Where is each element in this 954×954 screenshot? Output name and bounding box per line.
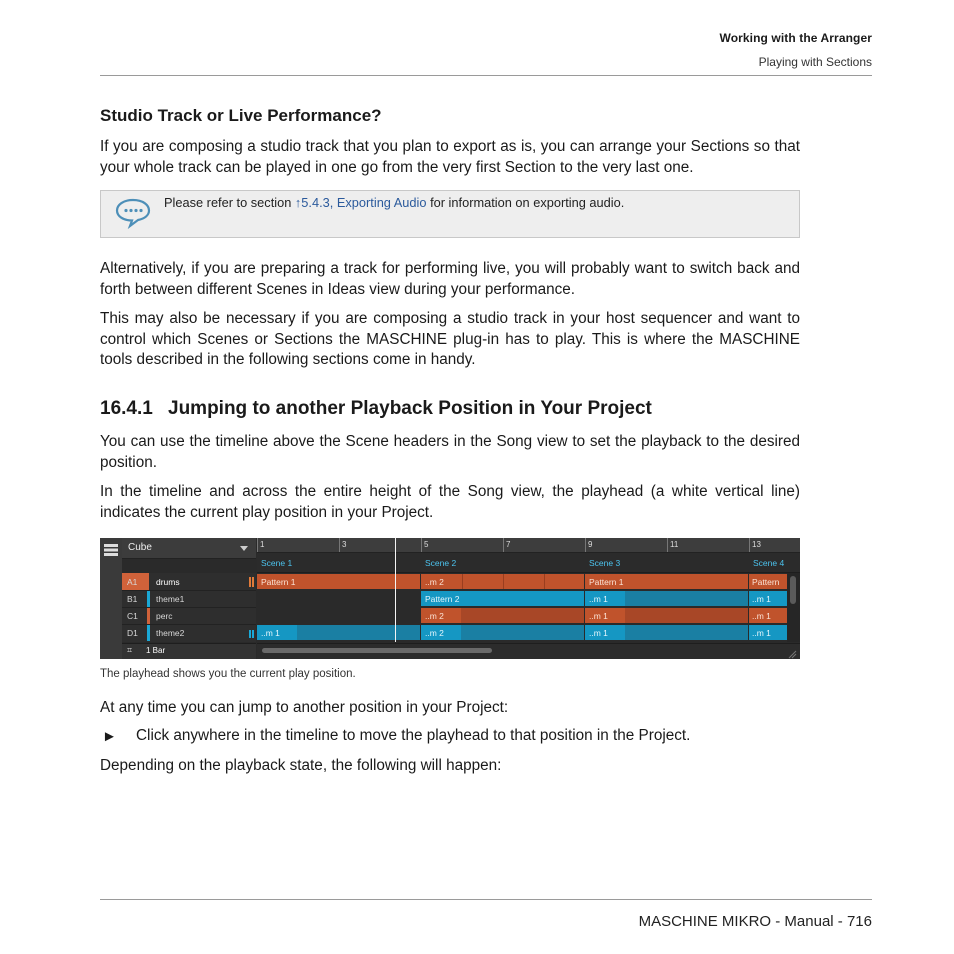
- group-name: theme2: [156, 628, 185, 638]
- scene-header-row: [257, 553, 800, 573]
- bullet-item: Click anywhere in the timeline to move the playhead to that position in the Project.: [136, 727, 691, 744]
- scene-header[interactable]: Scene 3: [589, 558, 621, 568]
- figure-caption: The playhead shows you the current play position.: [100, 668, 356, 680]
- section-heading: Studio Track or Live Performance?: [100, 106, 382, 125]
- clip-label: ..m 1: [589, 628, 608, 638]
- paragraph: If you are composing a studio track that you plan to export as is, you can arrange your Sections so that your whole track can be played in one go from the very first Section to the very last one.: [100, 138, 800, 176]
- chevron-down-icon[interactable]: [240, 546, 248, 551]
- paragraph: This may also be necessary if you are composing a studio track in your host sequencer and want to control which Scenes or Sections the MASCHINE plug-in has to play. This is where the MASCHINE tools described in the following sections come in handy.: [100, 310, 800, 368]
- song-view-screenshot: [100, 538, 800, 659]
- clip-label: ..m 1: [752, 611, 771, 621]
- paragraph: At any time you can jump to another position in your Project:: [100, 699, 509, 716]
- project-name: Cube: [128, 542, 152, 553]
- clip-label: Pattern 1: [589, 577, 624, 587]
- note-text: Please refer to section ↑5.4.3, Exporting Audio for information on exporting audio.: [164, 195, 625, 210]
- level-meter: [252, 630, 254, 638]
- timeline-bar-number: 3: [342, 540, 347, 549]
- group-id: D1: [127, 628, 138, 638]
- clip-divider: [544, 574, 545, 589]
- group-color-strip: [147, 591, 150, 607]
- footer-rule: [100, 899, 872, 900]
- subsection-title: Jumping to another Playback Position in Your Project: [168, 398, 652, 419]
- page-footer: MASCHINE MIKRO - Manual - 716: [638, 913, 872, 930]
- hash-icon[interactable]: ⌗: [127, 645, 133, 655]
- clip-label: ..m 2: [425, 628, 444, 638]
- paragraph: Alternatively, if you are preparing a track for performing live, you will probably want to switch back and forth between different Scenes in Ideas view during your performance.: [100, 260, 800, 298]
- bullet-arrow-icon: ►: [102, 728, 117, 745]
- speech-bubble-icon: [114, 197, 152, 234]
- scene-header[interactable]: Scene 1: [261, 558, 293, 568]
- running-header-subtitle: Playing with Sections: [758, 55, 872, 69]
- timeline-bar-number: 7: [506, 540, 511, 549]
- group-id: B1: [127, 594, 138, 604]
- subsection-number: 16.4.1: [100, 398, 153, 419]
- clip-label: ..m 1: [752, 594, 771, 604]
- scene-header[interactable]: Scene 2: [425, 558, 457, 568]
- paragraph: Depending on the playback state, the following will happen:: [100, 757, 502, 774]
- group-name: theme1: [156, 594, 185, 604]
- group-color-strip: [147, 608, 150, 624]
- clip-label: ..m 2: [425, 577, 444, 587]
- running-header-title: Working with the Arranger: [719, 31, 872, 45]
- clip-divider: [503, 574, 504, 589]
- paragraph: In the timeline and across the entire height of the Song view, the playhead (a white vertical line) indicates the current play position in your Project.: [100, 483, 800, 521]
- cross-reference-link[interactable]: ↑5.4.3, Exporting Audio: [294, 195, 427, 210]
- timeline-tick: [749, 538, 750, 552]
- subsection-heading: [100, 398, 652, 420]
- clip-label: ..m 1: [589, 611, 608, 621]
- scene-header[interactable]: Scene 4: [753, 558, 785, 568]
- scrollbar-thumb[interactable]: [790, 576, 796, 604]
- timeline-tick: [339, 538, 340, 552]
- scrollbar-thumb[interactable]: [262, 648, 492, 653]
- timeline-bar-number: 5: [424, 540, 429, 549]
- group-row[interactable]: [122, 607, 256, 625]
- group-id: A1: [127, 577, 138, 587]
- timeline-tick: [585, 538, 586, 552]
- timeline-bar-number: 13: [752, 540, 761, 549]
- level-meter: [252, 577, 254, 587]
- clip-label: Pattern 1: [261, 577, 296, 587]
- group-name: drums: [156, 577, 180, 587]
- paragraph: You can use the timeline above the Scene headers in the Song view to set the playback to the desired position.: [100, 433, 800, 471]
- group-row[interactable]: [122, 590, 256, 608]
- resize-grip-icon[interactable]: [788, 646, 797, 659]
- playhead[interactable]: [395, 538, 396, 642]
- clip-label: ..m 1: [589, 594, 608, 604]
- timeline-tick: [257, 538, 258, 552]
- group-id: C1: [127, 611, 138, 621]
- clip-label: Pattern 2: [425, 594, 460, 604]
- timeline-tick: [421, 538, 422, 552]
- clip-label: Pattern: [752, 577, 780, 587]
- note-box: [100, 190, 800, 238]
- group-row[interactable]: [122, 624, 256, 642]
- group-color-strip: [147, 625, 150, 641]
- level-meter: [249, 577, 251, 587]
- clip-divider: [462, 574, 463, 589]
- header-rule: [100, 75, 872, 76]
- timeline-bar-number: 11: [670, 540, 679, 549]
- group-name: perc: [156, 611, 173, 621]
- timeline-bar-number: 9: [588, 540, 593, 549]
- clip-label: ..m 2: [425, 611, 444, 621]
- grid-icon[interactable]: [104, 543, 118, 561]
- timeline-tick: [503, 538, 504, 552]
- timeline-tick: [667, 538, 668, 552]
- zoom-label: 1 Bar: [146, 646, 166, 655]
- clip-label: ..m 1: [752, 628, 771, 638]
- timeline-bar-number: 1: [260, 540, 265, 549]
- level-meter: [249, 630, 251, 638]
- zoom-bar[interactable]: [122, 643, 256, 659]
- clip-label: ..m 1: [261, 628, 280, 638]
